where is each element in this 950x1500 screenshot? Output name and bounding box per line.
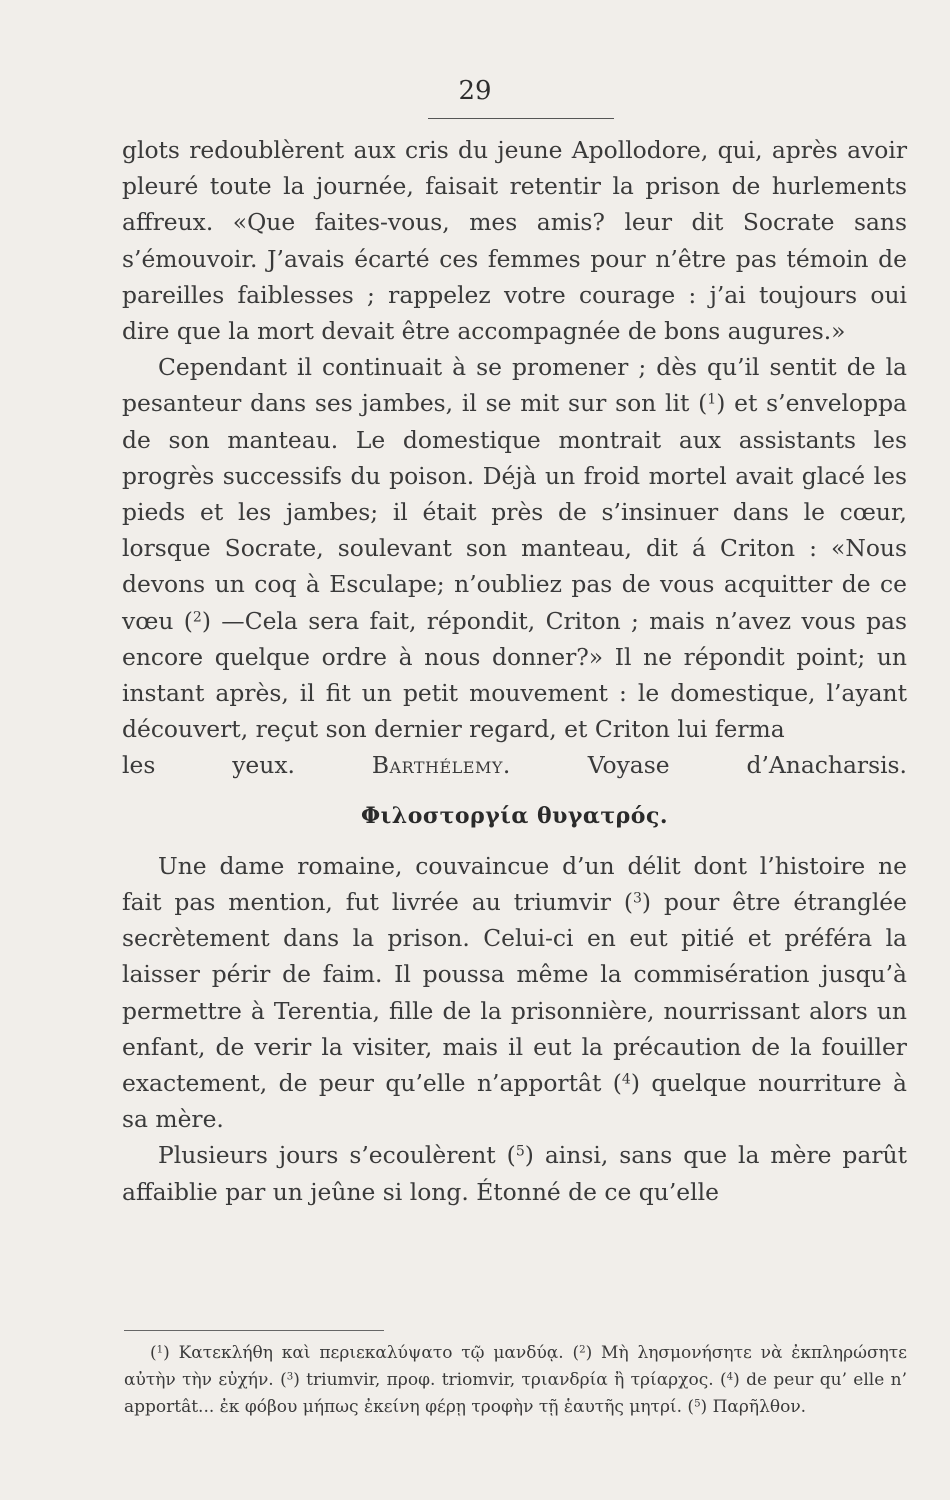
section-heading: Φιλοστοργία θυγατρός.	[360, 802, 669, 829]
footnote-text-3: triumvir, προφ. triomvir, τριανδρία ἢ τρίαρχος.	[299, 1370, 720, 1390]
footnote-text-4: de peur qu’ elle n’ apportât... ἐκ φόβου μήπως ἐκείνη φέρῃ τροφὴν τῇ ἑαυτῆς μητρί.	[124, 1370, 907, 1417]
footnote-ref-5: 5	[515, 1143, 525, 1160]
paragraph-2-part-b: ) et s’enveloppa de son manteau. Le domestique montrait aux assistants les progrès successifs du poison. Déjà un froid mortel avait glacé les pieds et les jambes; il était près de s’insinuer dans le cœur, lorsque Socrate, soulevant son manteau, dit á Criton : «Nous devons un coq à Esculape; n’oubliez pas de vous acquitter de ce vœu (	[122, 389, 907, 635]
signature-line	[122, 747, 907, 783]
paragraph-2-part-c: ) —Cela sera fait, répondit, Criton ; mais n’avez vous pas encore quelque ordre à nous donner?» Il ne répondit point; un instant après, il fit un petit mouvement : le domestique, l’ayant découvert, reçut son dernier regard, et Criton lui ferma	[122, 606, 908, 744]
paragraph-4-part-a: Plusieurs jours s’ecoulèrent (	[158, 1141, 516, 1170]
footnote-ref-2: 2	[192, 608, 202, 625]
footnote-ref-4: 4	[621, 1071, 631, 1088]
footnotes	[124, 1340, 907, 1421]
paragraph-3-part-a: Une dame romaine, couvaincue d’un délit dont l’histoire ne fait pas mention, fut livrée au triumvir (	[122, 851, 907, 917]
paragraph-2-part-a: Cependant il continuait à se promener ; dès qu’il sentit de la pesanteur dans ses jambes, il se mit sur son lit (	[122, 353, 907, 418]
footnote-ref-1: 1	[707, 391, 717, 408]
header-rule	[428, 118, 614, 119]
author-name: Barthélemy.	[371, 751, 511, 780]
footnote-text-1: Κατεκλήθη καὶ περιεκαλύψατο τῷ μανδύᾳ.	[169, 1343, 573, 1363]
footnote-marker-1: 1	[156, 1344, 164, 1356]
main-text	[122, 132, 907, 1210]
footnote-text-5: Παρῆλθον.	[707, 1397, 807, 1417]
footnote-ref-3: 3	[632, 890, 642, 907]
paragraph-2	[122, 349, 907, 747]
paragraph-1: glots redoublèrent aux cris du jeune Apollodore, qui, après avoir pleuré toute la journée, faisait retentir la prison de hurlements affreux. «Que faites-vous, mes amis? leur dit Socrate sans s’émouvoir. J’avais écarté ces femmes pour n’être pas témoin de pareilles faiblesses ; rappelez votre courage : j’ai toujours oui dire que la mort devait être accompagnée de bons augures.»	[122, 136, 907, 346]
work-title: Voyase d’Anacharsis.	[587, 751, 907, 780]
footnote-block: ($^1$) Κατεκλήθη καὶ περιεκαλύψατο τῷ μανδύᾳ. ($^2$) Μὴ λησμονήσητε νὰ ἐκπληρώσητε αὐτὴν τὴν εὐχήν. ($^3$) triumvir, προφ. triomvir, τριανδρία ἢ τρίαρχος. ($^4$) de peur qu’ elle n’ apportât... ἐκ φόβου μήπως ἐκείνη φέρῃ τροφὴν τῇ ἑαυτῆς μητρί. ($^5$) Παρῆλθον.	[124, 1343, 907, 1417]
paragraph-4-part-b: ) ainsi, sans que la mère parût affaiblie par un jeûne si long. Étonné de ce qu’elle	[122, 1141, 907, 1206]
paragraph-3-part-c: ) quelque nourriture à sa mère.	[122, 1069, 907, 1134]
paragraph-4	[122, 1137, 907, 1209]
footnote-text-2: Μὴ λησμονήσητε νὰ ἐκπληρώσητε αὐτὴν τὴν εὐχήν.	[124, 1343, 907, 1390]
footnote-marker-5: 5	[694, 1398, 701, 1410]
page-number: 29	[458, 76, 492, 106]
footnote-marker-4: 4	[726, 1371, 734, 1383]
footnote-rule	[124, 1330, 384, 1331]
paragraph-3	[122, 848, 907, 1138]
signature-lead: les yeux.	[122, 751, 295, 780]
footnote-marker-3: 3	[286, 1371, 294, 1383]
paragraph-3-part-b: ) pour être étranglée secrètement dans la prison. Celui-ci en eut pitié et préféra la laisser périr de faim. Il poussa même la commisération jusqu’à permettre à Terentia, fille de la prisonnière, nourrissant alors un enfant, de verir la visiter, mais il eut la précaution de la fouiller exactement, de peur qu’elle n’apportât (	[122, 888, 907, 1098]
footnote-marker-2: 2	[579, 1344, 586, 1356]
